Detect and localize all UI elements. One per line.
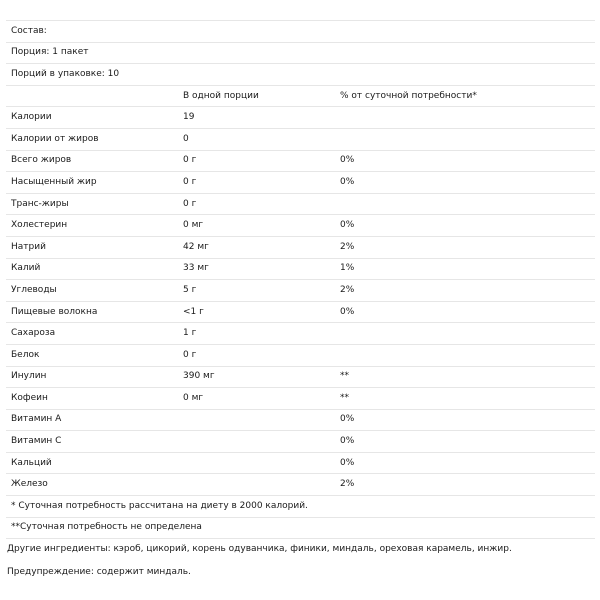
allergen-warning-text: Предупреждение: содержит миндаль. [7,567,191,577]
nutrient-daily-value: 0% [335,301,595,323]
nutrient-name: Кальций [6,452,178,474]
footnote-row [6,496,595,518]
nutrient-amount: 0 мг [178,215,335,237]
nutrient-row [6,344,595,366]
nutrient-amount: 0 г [178,150,335,172]
nutrient-name: Инулин [6,366,178,388]
column-header-nutrient [6,85,178,107]
nutrient-row [6,452,595,474]
nutrient-name: Пищевые волокна [6,301,178,323]
nutrient-row [6,107,595,129]
nutrient-amount: 0 мг [178,388,335,410]
nutrient-amount: 390 мг [178,366,335,388]
nutrient-amount: 33 мг [178,258,335,280]
nutrient-name: Калории [6,107,178,129]
nutrient-name: Холестерин [6,215,178,237]
daily-value-footnote: * Суточная потребность рассчитана на диету в 2000 калорий. [6,496,595,518]
nutrient-name: Витамин A [6,409,178,431]
nutrient-row [6,150,595,172]
nutrient-row [6,431,595,453]
nutrient-name: Всего жиров [6,150,178,172]
nutrient-daily-value: 0% [335,150,595,172]
nutrient-row [6,366,595,388]
nutrient-amount: 0 г [178,193,335,215]
nutrient-daily-value: ** [335,388,595,410]
nutrient-daily-value: 0% [335,215,595,237]
serving-size-row [6,42,595,64]
nutrient-daily-value [335,107,595,129]
nutrient-name: Белок [6,344,178,366]
nutrient-daily-value: 2% [335,474,595,496]
nutrient-amount: 0 г [178,344,335,366]
nutrient-daily-value: 0% [335,172,595,194]
nutrient-name: Калории от жиров [6,128,178,150]
nutrient-row [6,236,595,258]
nutrient-row [6,258,595,280]
nutrient-daily-value: 2% [335,236,595,258]
nutrient-daily-value: 0% [335,452,595,474]
nutrient-row [6,301,595,323]
nutrient-daily-value [335,193,595,215]
nutrient-row [6,193,595,215]
nutrient-daily-value [335,323,595,345]
nutrient-daily-value [335,128,595,150]
nutrient-daily-value: ** [335,366,595,388]
footnote-row [6,517,595,539]
nutrient-name: Калий [6,258,178,280]
nutrient-amount: 0 [178,128,335,150]
column-header-daily-value: % от суточной потребности* [335,85,595,107]
nutrient-row [6,388,595,410]
nutrient-amount: <1 г [178,301,335,323]
nutrient-name: Сахароза [6,323,178,345]
nutrient-amount [178,474,335,496]
nutrient-amount [178,409,335,431]
nutrient-amount: 0 г [178,172,335,194]
nutrient-row [6,323,595,345]
servings-per-package-text: Порций в упаковке: 10 [6,64,595,86]
nutrient-name: Насыщенный жир [6,172,178,194]
nutrient-daily-value: 2% [335,280,595,302]
nutrient-name: Железо [6,474,178,496]
nutrient-name: Кофеин [6,388,178,410]
nutrient-row [6,409,595,431]
nutrient-daily-value: 0% [335,431,595,453]
nutrient-name: Натрий [6,236,178,258]
nutrient-daily-value: 0% [335,409,595,431]
nutrient-name: Углеводы [6,280,178,302]
nutrient-name: Транс-жиры [6,193,178,215]
other-ingredients-text: Другие ингредиенты: кэроб, цикорий, корень одуванчика, финики, миндаль, ореховая карамель, инжир. [7,544,512,554]
nutrient-row [6,172,595,194]
column-header-per-serving: В одной порции [178,85,335,107]
nutrient-daily-value [335,344,595,366]
nutrient-row [6,280,595,302]
undefined-daily-value-footnote: **Суточная потребность не определена [6,517,595,539]
composition-label: Состав: [6,21,595,43]
nutrient-amount: 19 [178,107,335,129]
nutrition-facts-table [6,20,595,539]
nutrient-amount [178,452,335,474]
servings-per-package-row [6,64,595,86]
nutrient-amount [178,431,335,453]
nutrient-amount: 42 мг [178,236,335,258]
column-header-row [6,85,595,107]
nutrient-row [6,215,595,237]
nutrient-amount: 5 г [178,280,335,302]
serving-size-text: Порция: 1 пакет [6,42,595,64]
nutrient-amount: 1 г [178,323,335,345]
composition-row [6,21,595,43]
nutrient-name: Витамин C [6,431,178,453]
nutrient-row [6,128,595,150]
nutrient-row [6,474,595,496]
nutrient-daily-value: 1% [335,258,595,280]
